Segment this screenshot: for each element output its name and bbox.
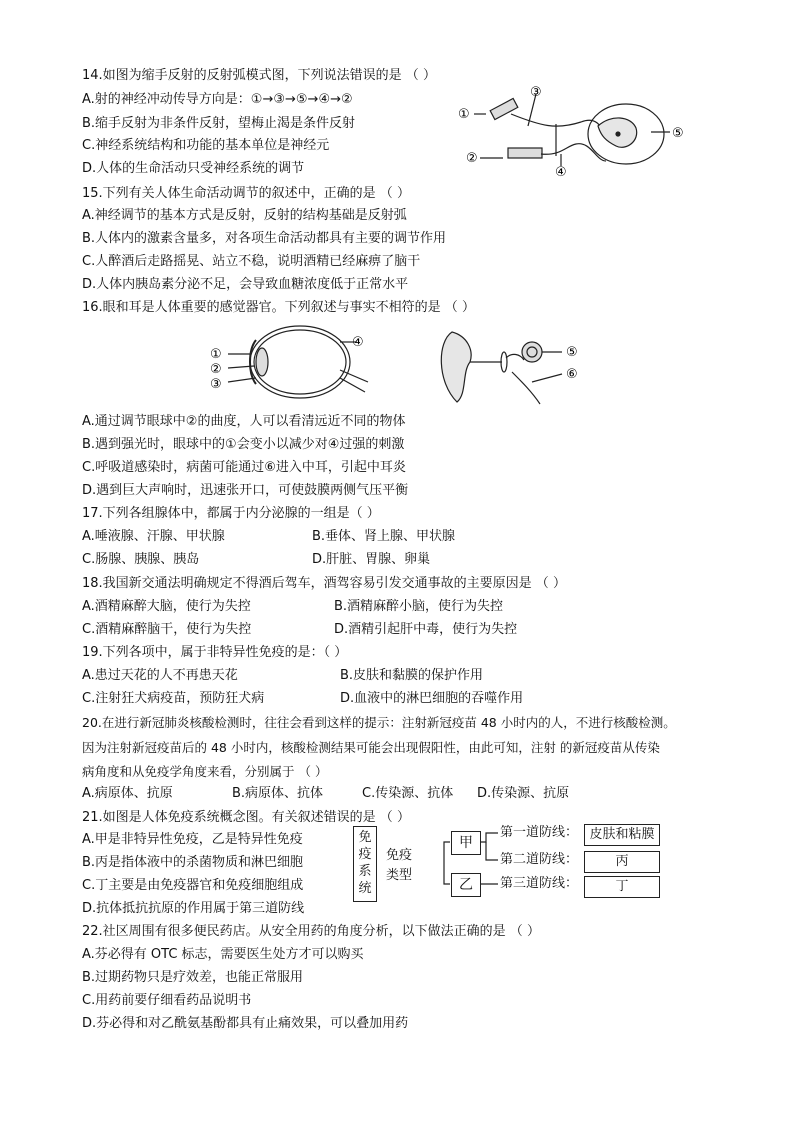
eye-figure [200, 320, 370, 404]
ear-label-6: ⑥ [566, 367, 578, 382]
q22-stem: 22.社区周围有很多便民药店。从安全用药的角度分析，以下做法正确的是 （ ） [82, 924, 540, 939]
q18-option-d: D.酒精引起肝中毒，使行为失控 [334, 622, 518, 637]
q20-stem-line-3: 病角度和从免疫学角度来看，分别属于 （ ） [82, 764, 328, 779]
q19-stem: 19.下列各项中，属于非特异性免疫的是：（ ） [82, 645, 348, 660]
third-defense-label: 第三道防线： [500, 876, 579, 891]
first-defense-label: 第一道防线： [500, 825, 579, 840]
reflex-label-4: ④ [555, 165, 567, 178]
q14-option-d: D.人体的生命活动只受神经系统的调节 [82, 161, 305, 176]
q19-option-a: A.患过天花的人不再患天花 [82, 668, 238, 683]
q16-option-a: A.通过调节眼球中②的曲度，人可以看清远近不同的物体 [82, 414, 406, 429]
reflex-label-5: ⑤ [672, 126, 684, 141]
immune-type-label-line-2: 类型 [386, 868, 413, 883]
q22-option-a: A.芬必得有 OTC 标志，需要医生处方才可以购买 [82, 947, 364, 962]
reflex-arc-figure [456, 86, 690, 178]
eye-label-2: ② [210, 362, 222, 377]
eye-label-1: ① [210, 347, 222, 362]
q20-option-a: A.病原体、抗原 [82, 786, 173, 801]
q15-option-b: B.人体内的激素含量多，对各项生命活动都具有主要的调节作用 [82, 231, 447, 246]
q21-option-b: B.丙是指体液中的杀菌物质和淋巴细胞 [82, 855, 304, 870]
immune-system-char-1: 免 [358, 830, 372, 845]
q16-option-b: B.遇到强光时，眼球中的①会变小以减少对④过强的刺激 [82, 437, 405, 452]
q20-stem-line-1: 20.在进行新冠肺炎核酸检测时，往往会看到这样的提示：注射新冠疫苗 48 小时内的人，不进行核酸检测。 [82, 715, 676, 730]
q18-option-a: A.酒精麻醉大脑，使行为失控 [82, 599, 251, 614]
immune-system-char-2: 疫 [358, 847, 372, 862]
q21-option-a: A.甲是非特异性免疫，乙是特异性免疫 [82, 832, 303, 847]
ear-figure [432, 322, 592, 406]
yi-box: 乙 [451, 873, 481, 897]
q19-option-b: B.皮肤和黏膜的保护作用 [340, 668, 484, 683]
q20-stem-line-2: 因为注射新冠疫苗后的 48 小时内，核酸检测结果可能会出现假阳性，由此可知，注射 的新冠疫苗从传染 [82, 740, 660, 755]
q17-option-b: B.垂体、肾上腺、甲状腺 [312, 529, 456, 544]
q17-option-a: A.唾液腺、汗腺、甲状腺 [82, 529, 225, 544]
q22-option-b: B.过期药物只是疗效差，也能正常服用 [82, 970, 304, 985]
q16-stem: 16.眼和耳是人体重要的感觉器官。下列叙述与事实不相符的是 （ ） [82, 300, 475, 315]
q22-option-c: C.用药前要仔细看药品说明书 [82, 993, 252, 1008]
q18-option-b: B.酒精麻醉小脑，使行为失控 [334, 599, 504, 614]
q17-stem: 17.下列各组腺体中，都属于内分泌腺的一组是（ ） [82, 506, 380, 521]
q15-stem: 15.下列有关人体生命活动调节的叙述中，正确的是 （ ） [82, 186, 410, 201]
q20-option-c: C.传染源、抗体 [362, 786, 454, 801]
q21-option-c: C.丁主要是由免疫器官和免疫细胞组成 [82, 878, 304, 893]
eye-label-3: ③ [210, 377, 222, 392]
eye-label-4: ④ [352, 335, 364, 350]
q14-option-a: A.射的神经冲动传导方向是：①→③→⑤→④→② [82, 92, 353, 107]
third-defense-box: 丁 [584, 876, 660, 898]
reflex-label-1: ① [458, 107, 470, 122]
q14-option-c: C.神经系统结构和功能的基本单位是神经元 [82, 138, 330, 153]
first-defense-box: 皮肤和粘膜 [584, 824, 660, 846]
q15-option-a: A.神经调节的基本方式是反射，反射的结构基础是反射弧 [82, 208, 407, 223]
q19-option-d: D.血液中的淋巴细胞的吞噬作用 [340, 691, 524, 706]
q17-option-d: D.肝脏、胃腺、卵巢 [312, 552, 431, 567]
q15-option-d: D.人体内胰岛素分泌不足，会导致血糖浓度低于正常水平 [82, 277, 409, 292]
reflex-label-3: ③ [530, 86, 542, 100]
immune-system-char-4: 统 [358, 881, 372, 896]
q14-option-b: B.缩手反射为非条件反射，望梅止渴是条件反射 [82, 116, 356, 131]
q16-option-c: C.呼吸道感染时，病菌可能通过⑥进入中耳，引起中耳炎 [82, 460, 406, 475]
q19-option-c: C.注射狂犬病疫苗，预防狂犬病 [82, 691, 265, 706]
reflex-label-2: ② [466, 151, 478, 166]
q16-option-d: D.遇到巨大声响时，迅速张开口，可使鼓膜两侧气压平衡 [82, 483, 409, 498]
immune-type-label-line-1: 免疫 [386, 848, 413, 863]
ear-label-5: ⑤ [566, 345, 578, 360]
immune-system-chart [350, 822, 670, 904]
second-defense-box: 丙 [584, 851, 660, 873]
jia-box: 甲 [451, 831, 481, 855]
q20-option-b: B.病原体、抗体 [232, 786, 324, 801]
q20-option-d: D.传染源、抗原 [477, 786, 570, 801]
q22-option-d: D.芬必得和对乙酰氨基酚都具有止痛效果，可以叠加用药 [82, 1016, 409, 1031]
q21-stem: 21.如图是人体免疫系统概念图。有关叙述错误的是 （ ） [82, 810, 410, 825]
q15-option-c: C.人醉酒后走路摇晃、站立不稳，说明酒精已经麻痹了脑干 [82, 254, 421, 269]
q17-option-c: C.肠腺、胰腺、胰岛 [82, 552, 200, 567]
q14-stem: 14.如图为缩手反射的反射弧模式图，下列说法错误的是 （ ） [82, 68, 436, 83]
q18-option-c: C.酒精麻醉脑干，使行为失控 [82, 622, 252, 637]
q21-option-d: D.抗体抵抗抗原的作用属于第三道防线 [82, 901, 305, 916]
immune-system-char-3: 系 [358, 864, 372, 879]
q18-stem: 18.我国新交通法明确规定不得酒后驾车，酒驾容易引发交通事故的主要原因是 （ ） [82, 576, 566, 591]
second-defense-label: 第二道防线： [500, 852, 579, 867]
